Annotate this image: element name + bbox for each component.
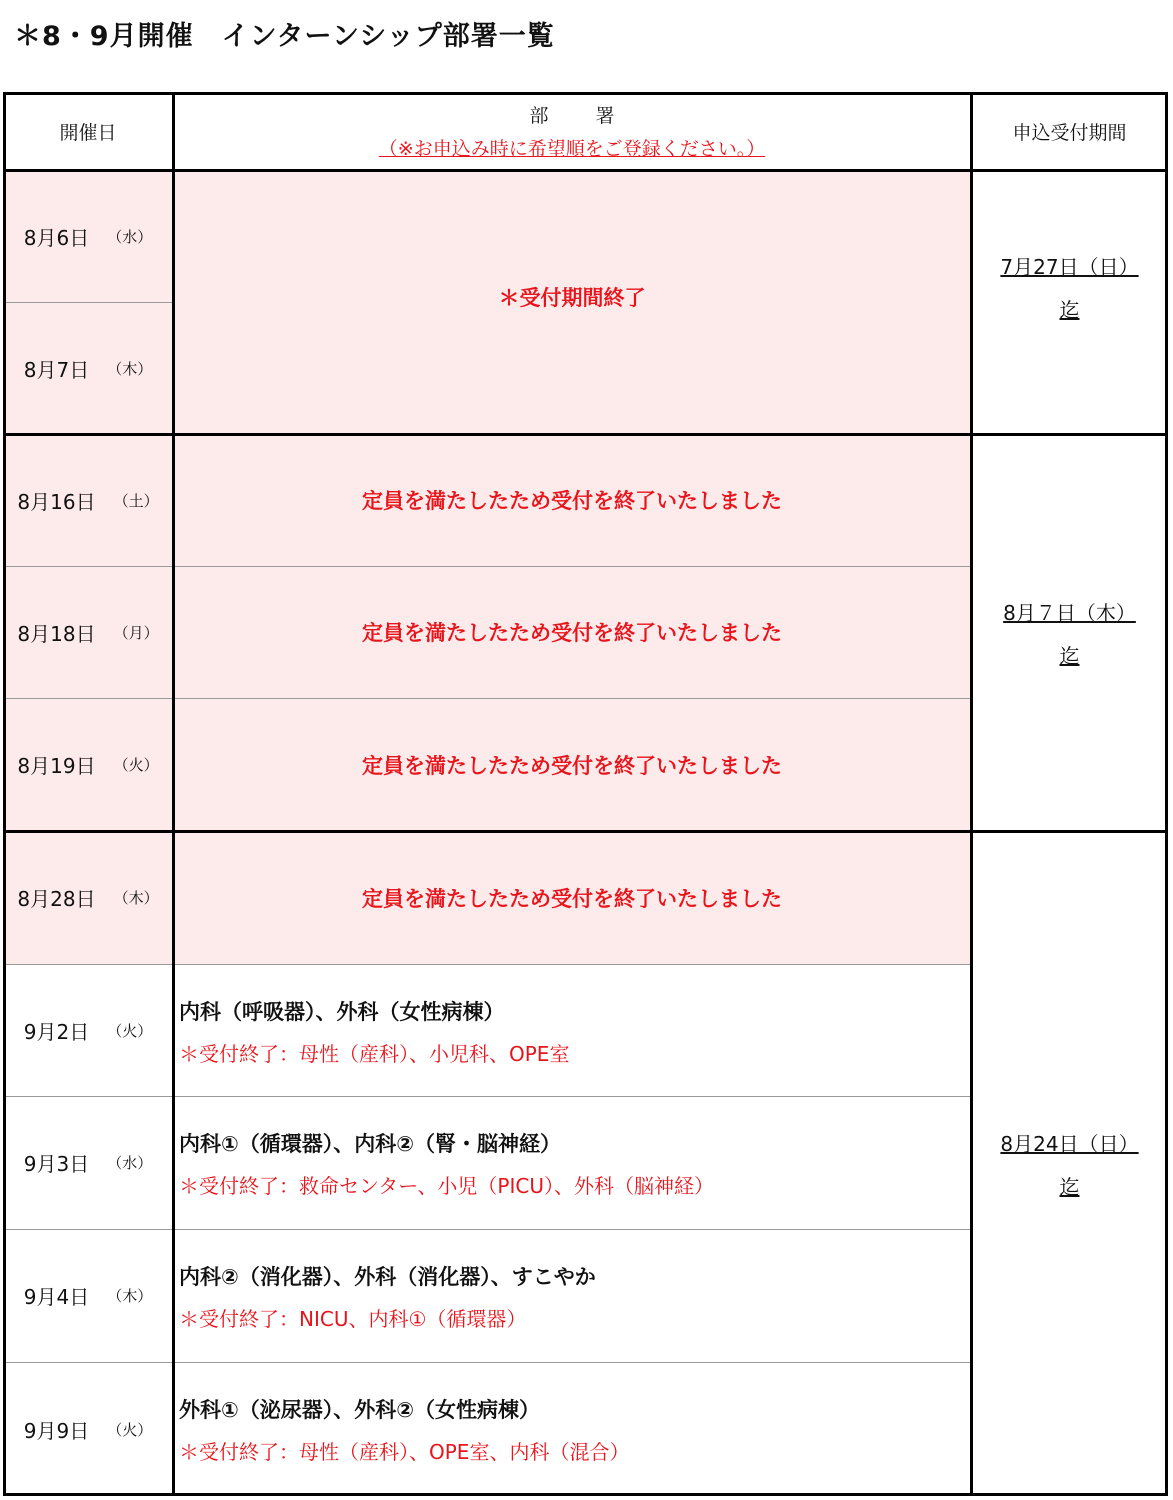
- ended-departments: ＊受付終了：母性（産科）、OPE室、内科（混合）: [179, 1440, 630, 1464]
- date-text: 8月6日: [23, 225, 90, 250]
- open-departments: 内科②（消化器）、外科（消化器）、すこやか: [179, 1265, 596, 1289]
- dept-closed-cell: [173, 831, 971, 964]
- row-divider: [3, 302, 173, 303]
- header-dept-cell: [173, 92, 971, 170]
- dept-open-cell: [173, 1362, 971, 1496]
- dept-open-cell: [173, 1229, 971, 1362]
- dept-closed-cell: [173, 698, 971, 831]
- date-cell: [3, 1362, 173, 1496]
- period-date: 8月７日（木）: [1003, 600, 1136, 625]
- table-border: [3, 1493, 1168, 1496]
- date-text: 8月28日: [17, 887, 96, 911]
- group-border: [3, 830, 1168, 833]
- row-divider: [3, 566, 971, 567]
- capacity-full-text: 定員を満たしたため受付を終了いたしました: [362, 621, 782, 645]
- table-border: [3, 169, 1168, 172]
- row-divider: [3, 1362, 971, 1363]
- period-date: 7月27日（日）: [1000, 255, 1139, 279]
- period-until: 迄: [1059, 1174, 1080, 1199]
- table-border: [1165, 92, 1168, 1496]
- capacity-full-text: 定員を満たしたため受付を終了いたしました: [362, 489, 782, 513]
- day-of-week: （水）: [107, 227, 153, 246]
- day-of-week: （水）: [107, 1154, 153, 1172]
- table-border: [3, 92, 1168, 95]
- date-text: 8月16日: [17, 489, 96, 514]
- dept-closed-cell: [173, 170, 971, 434]
- period-cell: [971, 170, 1168, 434]
- internship-table: [3, 92, 1168, 1496]
- page-title: ＊8・9月開催 インターンシップ部署一覧: [14, 21, 555, 52]
- open-departments: 内科（呼吸器）、外科（女性病棟）: [179, 1000, 505, 1024]
- row-divider: [3, 964, 971, 965]
- header-date-label: 開催日: [59, 121, 117, 144]
- dept-closed-cell: [173, 434, 971, 566]
- date-cell: [3, 1229, 173, 1362]
- date-text: 8月18日: [17, 621, 96, 646]
- date-cell: [3, 434, 173, 566]
- day-of-week: （木）: [107, 1287, 153, 1305]
- date-text: 9月2日: [23, 1019, 90, 1044]
- column-border: [172, 92, 175, 1496]
- date-cell: [3, 566, 173, 698]
- day-of-week: （火）: [107, 1420, 153, 1439]
- capacity-full-text: 定員を満たしたため受付を終了いたしました: [362, 753, 782, 778]
- day-of-week: （土）: [113, 491, 159, 510]
- open-departments: 内科①（循環器）、内科②（腎・脳神経）: [179, 1132, 562, 1156]
- period-until: 迄: [1059, 298, 1080, 322]
- dept-closed-cell: [173, 566, 971, 698]
- day-of-week: （木）: [107, 359, 153, 378]
- date-cell: [3, 302, 173, 434]
- day-of-week: （月）: [113, 623, 159, 642]
- table-border: [3, 92, 6, 1496]
- header-period-label: 申込受付期間: [1012, 121, 1127, 144]
- dept-open-cell: [173, 1096, 971, 1229]
- date-text: 9月4日: [23, 1285, 90, 1309]
- date-text: 8月7日: [23, 357, 90, 382]
- open-departments: 外科①（泌尿器）、外科②（女性病棟）: [179, 1398, 541, 1422]
- date-cell: [3, 698, 173, 831]
- header-dept-note: （※お申込み時に希望順をご登録ください。）: [378, 138, 766, 160]
- ended-departments: ＊受付終了：救命センター、小児（PICU）、外科（脳神経）: [179, 1174, 714, 1198]
- date-text: 8月19日: [17, 754, 96, 778]
- day-of-week: （火）: [107, 1021, 153, 1040]
- ended-departments: ＊受付終了：NICU、内科①（循環器）: [179, 1307, 527, 1331]
- period-date: 8月24日（日）: [1000, 1131, 1139, 1156]
- day-of-week: （木）: [113, 889, 159, 907]
- period-until: 迄: [1059, 643, 1080, 668]
- period-cell: [971, 831, 1168, 1496]
- date-cell: [3, 170, 173, 302]
- capacity-full-text: 定員を満たしたため受付を終了いたしました: [362, 886, 782, 911]
- date-text: 9月9日: [23, 1418, 90, 1443]
- header-period-cell: [971, 92, 1168, 170]
- day-of-week: （火）: [113, 756, 159, 774]
- date-cell: [3, 964, 173, 1096]
- period-cell: [971, 434, 1168, 831]
- column-border: [970, 92, 973, 1496]
- ended-departments: ＊受付終了：母性（産科）、小児科、OPE室: [179, 1042, 570, 1066]
- row-divider: [3, 1229, 971, 1230]
- period-closed-text: ＊受付期間終了: [498, 286, 646, 310]
- header-dept-label: 部 署: [529, 105, 629, 127]
- date-text: 9月3日: [23, 1152, 90, 1176]
- date-cell: [3, 831, 173, 964]
- dept-open-cell: [173, 964, 971, 1096]
- row-divider: [3, 698, 971, 699]
- header-date-cell: [3, 92, 173, 170]
- group-border: [3, 433, 1168, 436]
- row-divider: [3, 1096, 971, 1097]
- date-cell: [3, 1096, 173, 1229]
